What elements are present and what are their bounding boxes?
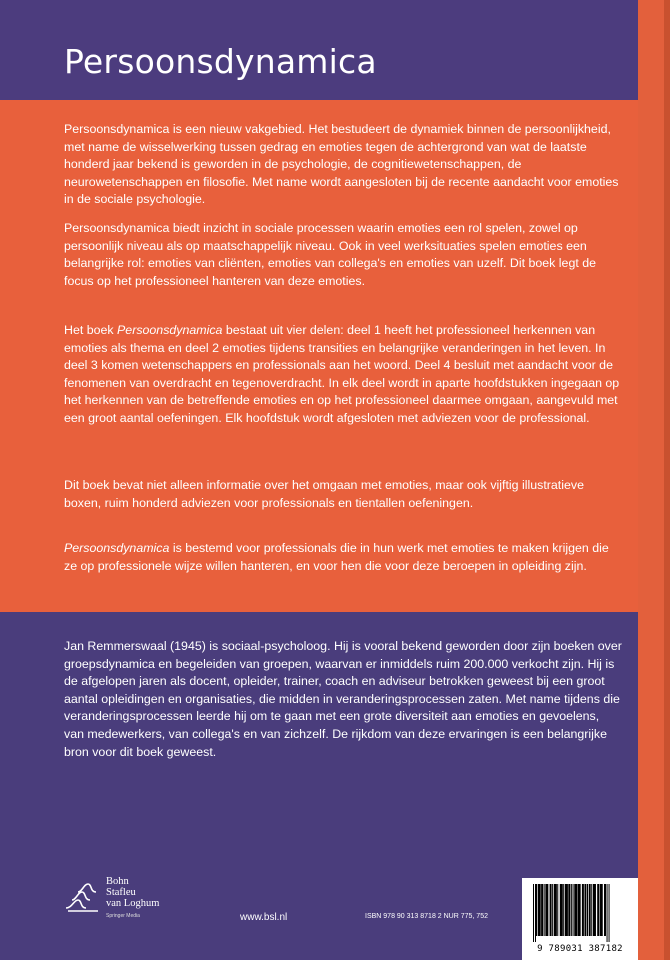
description-paragraph-5: Persoonsdynamica is bestemd voor professionals die in hun werk met emoties te maken krijgen die ze op professionele wijze willen hanteren, en voor hen die voor deze beroepen in opleiding zijn. xyxy=(64,541,609,573)
barcode-bar xyxy=(533,884,534,942)
spine-edge xyxy=(664,0,670,960)
publisher-parent: Springer Media xyxy=(106,913,140,919)
barcode-bar xyxy=(597,884,599,936)
barcode-bar xyxy=(591,884,592,936)
barcode-bar xyxy=(573,884,574,936)
barcode-bar xyxy=(535,884,536,942)
barcode-bar xyxy=(557,884,558,936)
barcode-bar xyxy=(609,884,610,942)
barcode-bar xyxy=(541,884,543,936)
barcode-bar xyxy=(563,884,564,936)
barcode-bar xyxy=(578,884,581,936)
description-paragraph-2: Persoonsdynamica biedt inzicht in sociale processen waarin emoties een rol spelen, zowel op persoonlijk niveau als op maatschappelijk niveau. Ook in veel werksituaties spelen emoties een belangrijke rol: emoties van cliënten, emoties van collega's en emoties van uzelf. Dit boek legt de focus op het professioneel hanteren van deze emoties. xyxy=(64,221,597,288)
barcode-bar xyxy=(538,884,541,936)
book-title-italic: Persoonsdynamica xyxy=(117,323,223,337)
barcode-bar xyxy=(582,884,584,936)
isbn-barcode xyxy=(522,878,638,960)
barcode-bar xyxy=(587,884,588,936)
publisher-website: www.bsl.nl xyxy=(240,912,288,923)
barcode-bar xyxy=(571,884,572,936)
book-title-italic: Persoonsdynamica xyxy=(64,541,170,555)
bsl-logo-icon xyxy=(64,878,100,912)
barcode-bar xyxy=(560,884,563,936)
barcode-bar xyxy=(565,884,568,936)
barcode-bar xyxy=(536,884,537,936)
barcode-bar xyxy=(550,884,552,936)
barcode-bar xyxy=(544,884,545,936)
barcode-bar xyxy=(589,884,591,936)
publisher-name: Bohn Stafleu van Loghum xyxy=(106,876,160,909)
barcode-bar xyxy=(554,884,557,936)
description-paragraph-4: Dit boek bevat niet alleen informatie over het omgaan met emoties, maar ook vijftig illustratieve boxen, ruim honderd adviezen voor professionals en tientallen oefeningen. xyxy=(64,478,584,510)
barcode-bars xyxy=(532,884,632,942)
publisher-logo xyxy=(64,876,194,919)
barcode-digits: 9 789031 387182 xyxy=(537,944,623,954)
barcode-bar xyxy=(545,884,548,936)
barcode-bar xyxy=(604,884,606,936)
description-paragraph-1: Persoonsdynamica is een nieuw vakgebied. Het bestudeert de dynamiek binnen de persoonlijkheid, met name de wisselwerking tussen gedrag en emoties tegen de achtergrond van wat de laatste honderd jaar bekend is geworden in de psychologie, de cognitiewetenschappen, de neurowetenschappen en filosofie. Met name wordt aangesloten bij de recente aandacht voor emoties in de sociale psychologie. xyxy=(64,122,619,207)
barcode-bar xyxy=(584,884,586,936)
description-paragraph-3: Het boek Persoonsdynamica bestaat uit vier delen: deel 1 heeft het professioneel herkennen van emoties als thema en deel 2 emoties tijdens transities en belangrijke veranderingen in het leven. In deel 3 komen wetenschappers en professionals aan het woord. Deel 4 besluit met aandacht voor de fenomenen van overdracht en tegenoverdracht. In elk deel wordt in aparte hoofdstukken ingegaan op het herkennen van de betreffende emoties en op het professioneel daarmee omgaan, aangevuld met een groot aantal oefeningen. Elk hoofdstuk wordt afgesloten met adviezen voor de professional. xyxy=(64,323,620,425)
barcode-bar xyxy=(607,884,608,942)
book-title: Persoonsdynamica xyxy=(64,42,377,81)
author-bio: Jan Remmerswaal (1945) is sociaal-psycholoog. Hij is vooral bekend geworden door zijn boeken over groepsdynamica en begeleiden van groepen, waarvan er inmiddels ruim 200.000 verkocht zijn. Hij is de afgelopen jaren als docent, opleider, trainer, coach en adviseur betrokken geweest bij een groot aantal opleidingen en organisaties, die midden in veranderingsprocessen zaten. Met name tijdens die veranderingsprocessen leerde hij om te gaan met een grote diversiteit aan emoties en gevoelens, van medewerkers, van collega's en van zichzelf. De rijkdom van deze ervaringen is een belangrijke bron voor dit boek geweest. xyxy=(64,639,622,759)
isbn-line: ISBN 978 90 313 8718 2 NUR 775, 752 xyxy=(365,913,488,920)
barcode-bar xyxy=(574,884,577,936)
barcode-bar xyxy=(593,884,596,936)
barcode-bar xyxy=(600,884,603,936)
barcode-bar xyxy=(568,884,570,936)
barcode-bar xyxy=(552,884,553,936)
